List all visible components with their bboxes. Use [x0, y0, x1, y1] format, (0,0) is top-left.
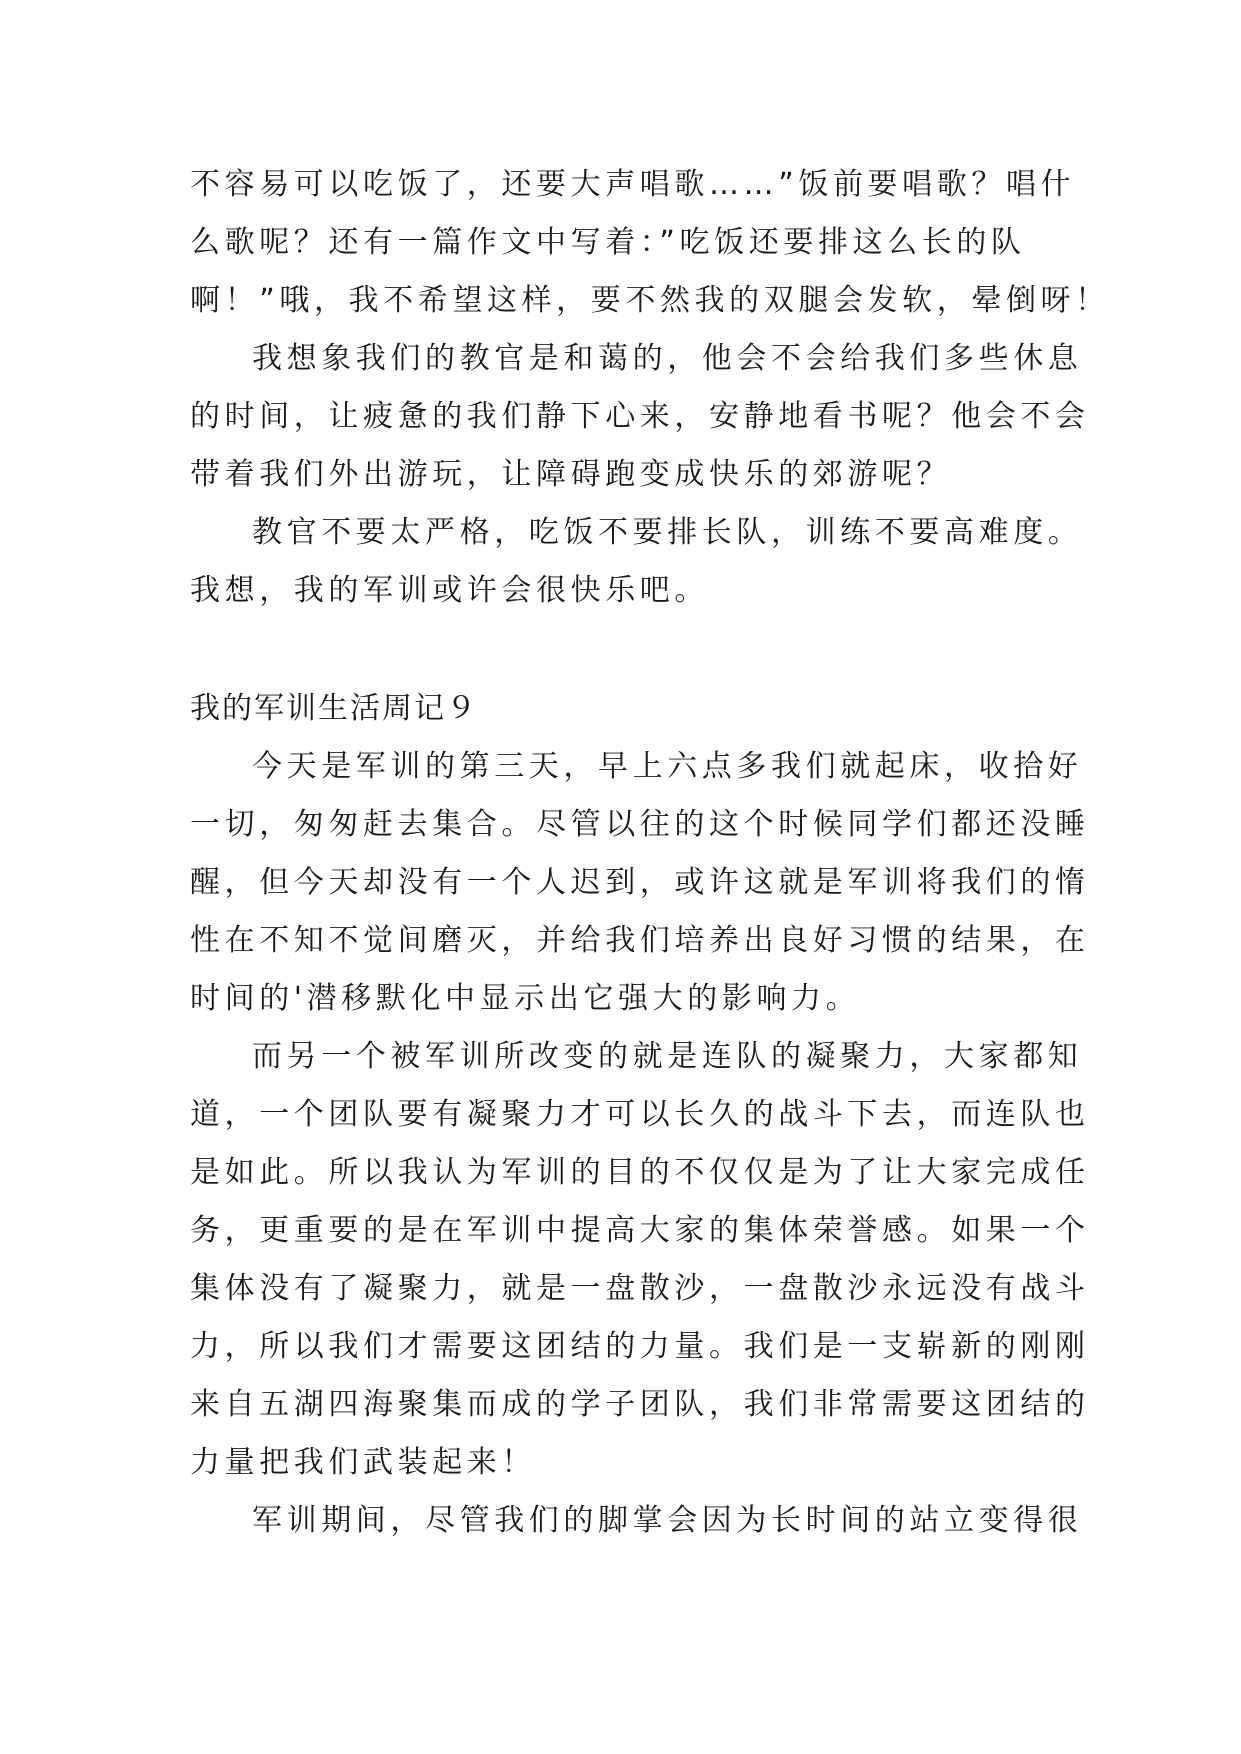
paragraph-imagine-instructor — [190, 330, 1090, 504]
text-line: 力量把我们武装起来！ — [190, 1445, 536, 1480]
paragraph-third-day — [190, 738, 1090, 1028]
text-line: 时间的'潜移默化中显示出它强大的影响力。 — [190, 981, 861, 1016]
text-line: 是如此。所以我认为军训的目的不仅仅是为了让大家完成任 — [190, 1155, 1090, 1190]
paragraph-cohesion — [190, 1028, 1090, 1492]
text-line: 而另一个被军训所改变的就是连队的凝聚力，大家都知 — [252, 1039, 1083, 1074]
section-title: 我的军训生活周记９ — [190, 691, 478, 726]
text-line: 集体没有了凝聚力，就是一盘散沙，一盘散沙永远没有战斗 — [190, 1271, 1090, 1306]
text-line: 务，更重要的是在军训中提高大家的集体荣誉感。如果一个 — [190, 1213, 1090, 1248]
paragraph-wishes — [190, 504, 1083, 620]
text-line: 带着我们外出游玩，让障碍跑变成快乐的郊游呢？ — [190, 457, 952, 492]
text-line: 我想象我们的教官是和蔼的，他会不会给我们多些休息 — [252, 341, 1083, 376]
top-text-section — [190, 156, 1110, 620]
text-line: 道，一个团队要有凝聚力才可以长久的战斗下去，而连队也 — [190, 1097, 1090, 1132]
bottom-text-section — [190, 738, 1090, 1550]
text-line: 么歌呢？还有一篇作文中写着：”吃饭还要排这么长的队 — [190, 225, 1026, 260]
text-line: 啊！”哦，我不希望这样，要不然我的双腿会发软，晕倒呀！ — [190, 283, 1110, 318]
paragraph-continued — [190, 156, 1110, 330]
text-line: 力，所以我们才需要这团结的力量。我们是一支崭新的刚刚 — [190, 1329, 1090, 1364]
text-line: 教官不要太严格，吃饭不要排长队，训练不要高难度。 — [252, 515, 1083, 550]
text-line: 今天是军训的第三天，早上六点多我们就起床，收拾好 — [252, 749, 1083, 784]
text-line: 性在不知不觉间磨灭，并给我们培养出良好习惯的结果，在 — [190, 923, 1090, 958]
text-line: 的时间，让疲惫的我们静下心来，安静地看书呢？他会不会 — [190, 399, 1090, 434]
text-line: 醒，但今天却没有一个人迟到，或许这就是军训将我们的惰 — [190, 865, 1090, 900]
text-line: 不容易可以吃饭了，还要大声唱歌……”饭前要唱歌？唱什 — [190, 167, 1076, 202]
text-line: 一切，匆匆赶去集合。尽管以往的这个时候同学们都还没睡 — [190, 807, 1090, 842]
text-line: 我想，我的军训或许会很快乐吧。 — [190, 573, 709, 608]
paragraph-during-training — [190, 1492, 1083, 1550]
text-line: 军训期间，尽管我们的脚掌会因为长时间的站立变得很 — [252, 1503, 1083, 1538]
text-line: 来自五湖四海聚集而成的学子团队，我们非常需要这团结的 — [190, 1387, 1090, 1422]
